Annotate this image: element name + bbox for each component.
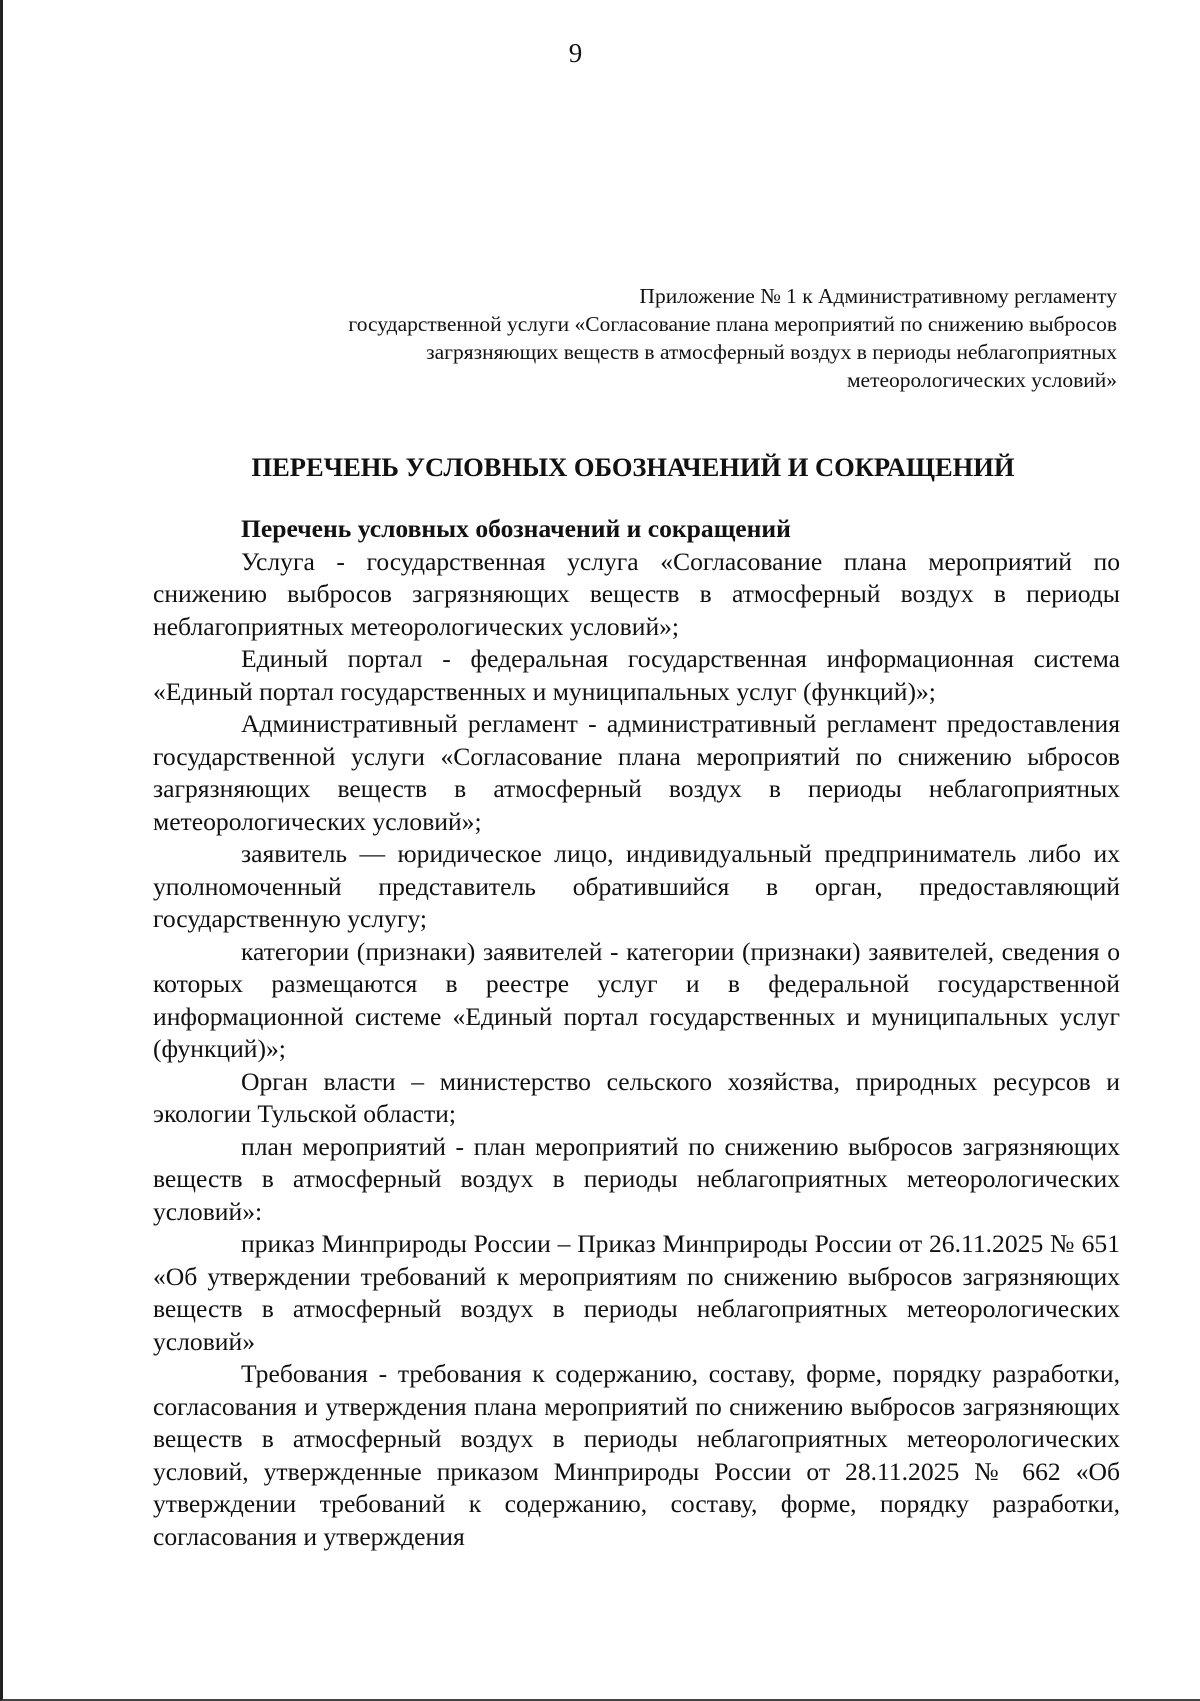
definition-paragraph: заявитель — юридическое лицо, индивидуальный предприниматель либо их уполномоченный представитель обратившийся в орган, предоставляющий государственную услугу; — [153, 839, 1120, 933]
appendix-line: метеорологических условий» — [846, 368, 1117, 392]
section-subheading: Перечень условных обозначений и сокращений — [241, 514, 791, 543]
appendix-line: загрязняющих веществ в атмосферный воздух в периоды неблагоприятных — [426, 340, 1117, 364]
appendix-reference — [217, 282, 1117, 394]
appendix-line: Приложение № 1 к Административному регламенту — [639, 284, 1117, 308]
definition-paragraph: Административный регламент - административный регламент предоставления государственной услуги «Согласование плана мероприятий по снижению ыбросов загрязняющих веществ в атмосферный воздух в периоды неблагоприятных метеорологических условий»; — [153, 709, 1120, 836]
definition-paragraph: приказ Минприроды России – Приказ Минприроды России от 26.11.2025 № 651 «Об утверждении требований к мероприятиям по снижению выбросов загрязняющих веществ в атмосферный воздух в периоды неблагоприятных метеорологических условий» — [153, 1229, 1120, 1356]
page-number: 9 — [568, 38, 583, 68]
definition-paragraph: Единый портал - федеральная государственная информационная система «Единый портал государственных и муниципальных услуг (функций)»; — [153, 644, 1120, 706]
definition-paragraph: Услуга - государственная услуга «Согласование плана мероприятий по снижению выбросов загрязняющих веществ в атмосферный воздух в периоды неблагоприятных метеорологических условий»; — [153, 546, 1120, 641]
document-body — [153, 513, 1120, 1553]
definition-paragraph: Орган власти – министерство сельского хозяйства, природных ресурсов и экологии Тульской области; — [153, 1066, 1120, 1128]
definition-paragraph: Требования - требования к содержанию, составу, форме, порядку разработки, согласования и утверждения плана мероприятий по снижению выбросов загрязняющих веществ в атмосферный воздух в периоды неблагоприятных метеорологических условий, утвержденные приказом Минприроды России от 28.11.2025 № 662 «Об утверждении требований к содержанию, составу, форме, порядку разработки, согласования и утверждения — [153, 1359, 1120, 1551]
document-title: ПЕРЕЧЕНЬ УСЛОВНЫХ ОБОЗНАЧЕНИЙ И СОКРАЩЕНИЙ — [251, 452, 1015, 482]
definition-paragraph: категории (признаки) заявителей - категории (признаки) заявителей, сведения о которых размещаются в реестре услуг и в федеральной государственной информационной системе «Единый портал государственных и муниципальных услуг (функций)»; — [153, 936, 1120, 1063]
appendix-line: государственной услуги «Согласование плана мероприятий по снижению выбросов — [348, 312, 1117, 336]
definition-paragraph: план мероприятий - план мероприятий по снижению выбросов загрязняющих веществ в атмосферный воздух в периоды неблагоприятных метеорологических условий»: — [153, 1131, 1120, 1226]
